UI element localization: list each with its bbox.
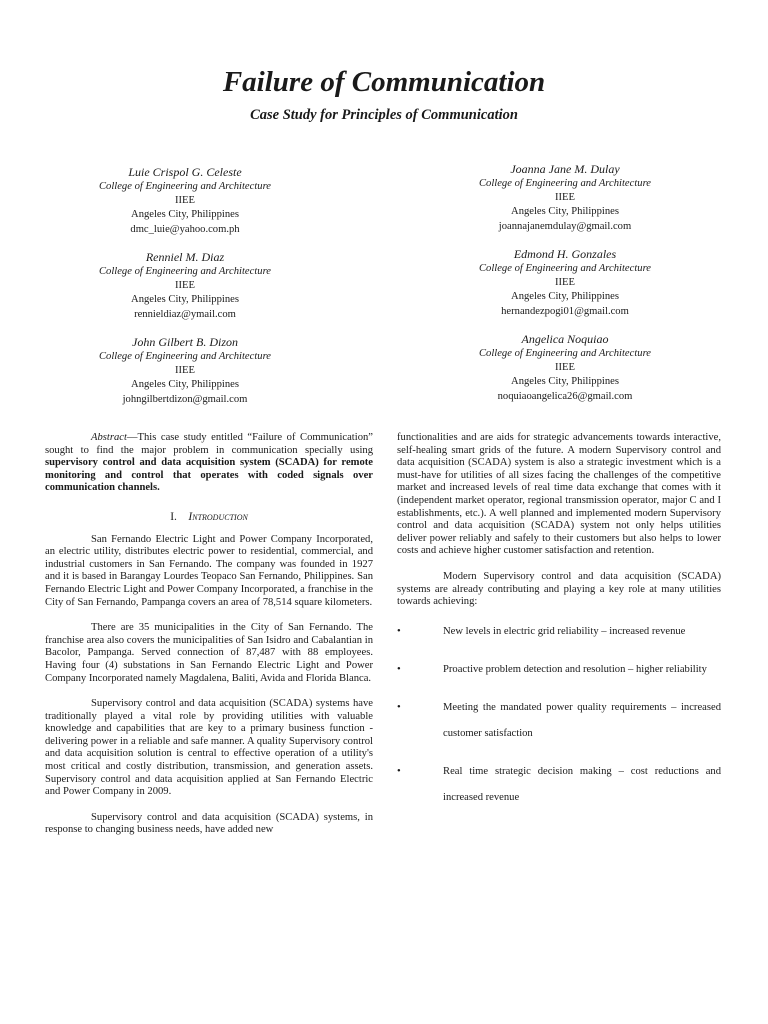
- author-city: Angeles City, Philippines: [131, 209, 239, 221]
- author-email: johngilbertdizon@gmail.com: [122, 393, 248, 405]
- abstract-text: —This case study entitled “Failure of Communication” sought to find the major problem in communication specially using: [45, 432, 373, 456]
- list-item-text: Proactive problem detection and resolution – higher reliability: [443, 663, 707, 675]
- author-email: hernandezpogi01@gmail.com: [501, 305, 629, 317]
- author-org: IIEE: [555, 192, 575, 204]
- bullet-icon: •: [397, 663, 401, 675]
- author-block: [35, 165, 335, 237]
- section-title: Introduction: [188, 510, 248, 523]
- author-name: Joanna Jane M. Dulay: [510, 162, 620, 176]
- author-name: Luie Crispol G. Celeste: [128, 165, 242, 179]
- author-block: [35, 335, 335, 407]
- author-name: Renniel M. Diaz: [145, 250, 225, 264]
- author-org: IIEE: [555, 277, 575, 289]
- author-org: IIEE: [555, 362, 575, 374]
- abstract-label: Abstract: [91, 432, 127, 443]
- author-city: Angeles City, Philippines: [131, 379, 239, 391]
- author-city: Angeles City, Philippines: [511, 206, 619, 218]
- author-college: College of Engineering and Architecture: [478, 178, 651, 189]
- section-heading: [45, 511, 373, 524]
- author-email: dmc_luie@yahoo.com.ph: [130, 223, 240, 235]
- list-item-text: Real time strategic decision making – cost reductions and increased revenue: [443, 765, 721, 803]
- author-name: John Gilbert B. Dizon: [132, 335, 238, 349]
- left-column: [45, 432, 373, 837]
- bullet-icon: •: [397, 765, 401, 777]
- author-email: noquiaoangelica26@gmail.com: [497, 390, 633, 402]
- author-org: IIEE: [175, 365, 195, 377]
- author-city: Angeles City, Philippines: [511, 291, 619, 303]
- author-block: [415, 162, 715, 234]
- author-org: IIEE: [175, 280, 195, 292]
- author-email: joannajanemdulay@gmail.com: [498, 220, 632, 232]
- author-college: College of Engineering and Architecture: [98, 351, 271, 362]
- author-block: [415, 332, 715, 404]
- paper-title: Failure of Communication: [222, 66, 546, 98]
- author-college: College of Engineering and Architecture: [478, 263, 651, 274]
- list-item-text: New levels in electric grid reliability – increased revenue: [443, 625, 686, 637]
- author-city: Angeles City, Philippines: [131, 294, 239, 306]
- section-number: I.: [170, 510, 177, 523]
- bullet-icon: •: [397, 625, 401, 637]
- list-item: [397, 695, 721, 747]
- bullet-list: [397, 619, 721, 811]
- author-email: rennieldiaz@ymail.com: [134, 308, 236, 320]
- list-item: [397, 657, 721, 683]
- bullet-icon: •: [397, 701, 401, 713]
- author-block: [415, 247, 715, 319]
- body-paragraph: There are 35 municipalities in the City of San Fernando. The franchise area also covers the municipalities of San Isidro and Cabalantian in Bacolor, Pampanga. Served connection of 87,487 with 88 employees. Having four (4) substations in San Fernando Electric Light and Power Company Incorporated namely Magdalena, Baliti, Avida and Florida Blanca.: [45, 622, 373, 684]
- body-paragraph: Supervisory control and data acquisition (SCADA) systems, in response to changing business needs, have added new: [45, 811, 373, 836]
- body-paragraph: Supervisory control and data acquisition (SCADA) systems have traditionally played a vital role by providing utilities with valuable knowledge and capabilities that are key to a primary business function - delivering power in a reliable and safe manner. A quality Supervisory control and data acquisition solution is central to effective operation of a utility's most critical and costly distribution, transmission, and generation assets. Supervisory control and data acquisition applied at San Fernando Electric and Power Company in 2009.: [45, 698, 373, 798]
- author-name: Angelica Noquiao: [521, 332, 609, 346]
- body-paragraph: Modern Supervisory control and data acquisition (SCADA) systems are already contributing and playing a key role at many utilities towards achieving:: [397, 570, 721, 608]
- list-item-text: Meeting the mandated power quality requirements – increased customer satisfaction: [443, 701, 721, 739]
- list-item: [397, 619, 721, 645]
- author-college: College of Engineering and Architecture: [98, 266, 271, 277]
- author-college: College of Engineering and Architecture: [98, 181, 271, 192]
- body-paragraph: San Fernando Electric Light and Power Company Incorporated, an electric utility, distributes electric power to residential, commercial, and industrial customers in San Fernando. The company was founded in 1927 and it is based in Barangay Lourdes Teopaco San Fernando, Philippines. San Fernando Electric Light and Power Company Incorporated, a franchise in the City of San Fernando, Pampanga covers an area of 78,514 square kilometers.: [45, 533, 373, 608]
- right-column: [397, 432, 721, 823]
- abstract: [45, 432, 373, 495]
- body-paragraph: functionalities and are aids for strategic advancements towards interactive, self-healing smart grids of the future. A modern Supervisory control and data acquisition (SCADA) system is also a strategic investment which is a must-have for utilities of all sizes facing the challenges of the competitive market and increased levels of real time data exchange that comes with it (independent market operator, regional transmission operator, major C and I establishments, etc.). A well planned and implemented modern Supervisory control and data acquisition (SCADA) system not only helps utilities deliver power reliably and safely to their customers but also helps to lower costs and achieve higher customer satisfaction and retention.: [397, 432, 721, 557]
- paper-subtitle: Case Study for Principles of Communication: [250, 107, 518, 123]
- author-org: IIEE: [175, 195, 195, 207]
- author-college: College of Engineering and Architecture: [478, 348, 651, 359]
- author-block: [35, 250, 335, 322]
- author-city: Angeles City, Philippines: [511, 376, 619, 388]
- abstract-bold-text: supervisory control and data acquisition system (SCADA) for remote monitoring and control that operates with coded signals over communication channels.: [45, 457, 373, 494]
- list-item: [397, 759, 721, 811]
- author-name: Edmond H. Gonzales: [513, 247, 617, 261]
